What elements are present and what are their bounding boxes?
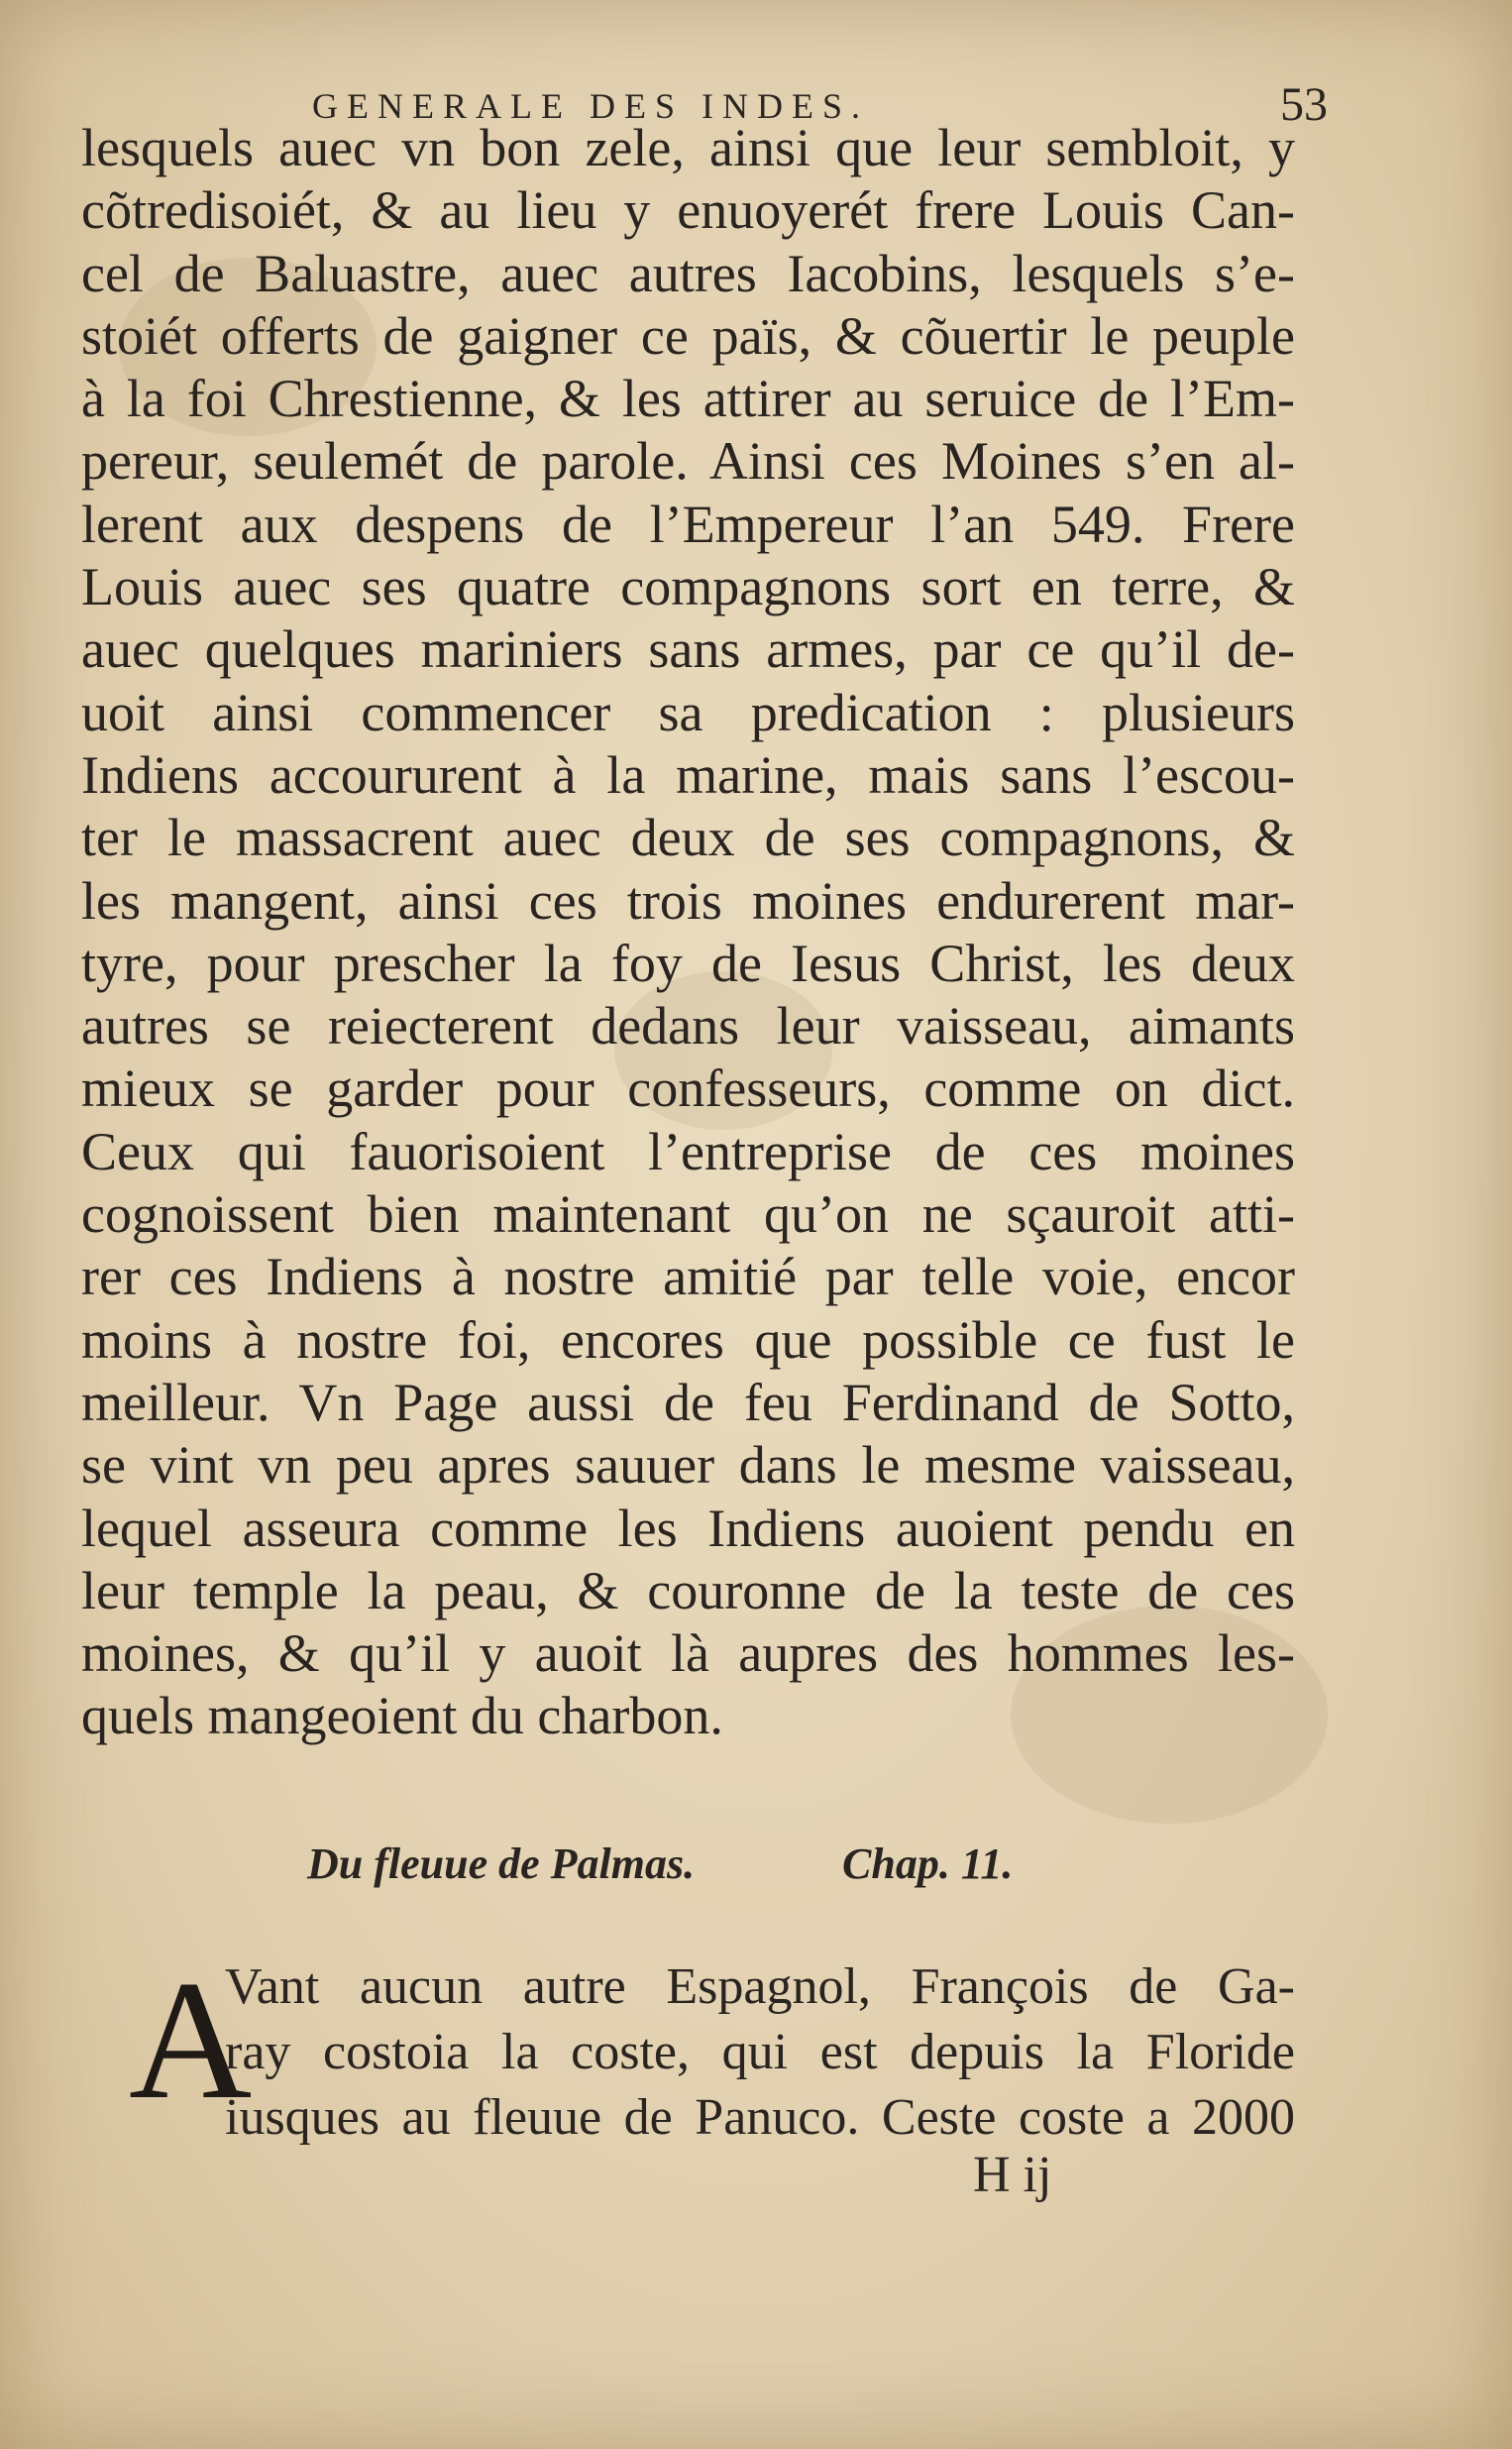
text-line: mieux se garder pour confesseurs, comme on dict. — [81, 1058, 1295, 1119]
text-line: uoit ainsi commencer sa predication : plusieurs — [81, 682, 1295, 742]
text-line: lequel asseura comme les Indiens auoient pendu en — [81, 1498, 1295, 1558]
text-line: Ceux qui fauorisoient l’entreprise de ces moines — [81, 1121, 1295, 1181]
text-line: stoiét offerts de gaigner ce païs, & cõuertir le peuple — [81, 305, 1295, 366]
text-line: cel de Baluastre, auec autres Iacobins, lesquels s’e- — [81, 243, 1295, 303]
text-line: pereur, seulemét de parole. Ainsi ces Moines s’en al- — [81, 431, 1295, 492]
signature-mark: H ij — [973, 2147, 1052, 2203]
text-line: Vant aucun autre Espagnol, François de Ga- — [225, 1958, 1295, 2015]
text-line: à la foi Chrestienne, & les attirer au seruice de l’Em- — [81, 369, 1295, 429]
chapter-number: Chap. 11. — [842, 1839, 1014, 1888]
text-line: lesquels auec vn bon zele, ainsi que leur sembloit, y — [81, 118, 1295, 177]
text-line: quels mangeoient du charbon. — [81, 1686, 723, 1746]
text-line: iusques au fleuue de Panuco. Ceste coste a 2000 — [225, 2089, 1295, 2146]
chapter-lines — [225, 1954, 1295, 2151]
page-number: 53 — [1280, 78, 1328, 131]
text-line: moins à nostre foi, encores que possible ce fust le — [81, 1309, 1295, 1370]
text-line: Louis auec ses quatre compagnons sort en terre, & — [81, 557, 1295, 617]
text-line: se vint vn peu apres sauuer dans le mesme vaisseau, — [81, 1435, 1295, 1496]
chapter-title: Du fleuue de Palmas. — [307, 1839, 696, 1888]
text-line: les mangent, ainsi ces trois moines endurerent mar- — [81, 870, 1295, 931]
chapter-paragraph — [81, 1947, 1295, 2163]
text-line: tyre, pour prescher la foy de Iesus Christ, les deux — [81, 933, 1295, 993]
drop-cap: A — [129, 1947, 253, 2135]
chapter-heading — [307, 1838, 1060, 1898]
running-head: GENERALE DES INDES. — [312, 86, 869, 126]
text-line: meilleur. Vn Page aussi de feu Ferdinand de Sotto, — [81, 1372, 1295, 1432]
text-line: cognoissent bien maintenant qu’on ne sçauroit atti- — [81, 1184, 1295, 1245]
text-line: lerent aux despens de l’Empereur l’an 549. Frere — [81, 494, 1295, 554]
body-paragraph — [81, 117, 1295, 1748]
text-line: autres se reiecterent dedans leur vaisseau, aimants — [81, 996, 1295, 1057]
text-line: rer ces Indiens à nostre amitié par telle voie, encor — [81, 1247, 1295, 1307]
text-line: moines, & qu’il y auoit là aupres des hommes les- — [81, 1623, 1295, 1684]
text-line: leur temple la peau, & couronne de la teste de ces — [81, 1560, 1295, 1620]
text-line: Indiens accoururent à la marine, mais sans l’escou- — [81, 744, 1295, 805]
text-line: ray costoia la coste, qui est depuis la Floride — [225, 2024, 1295, 2080]
text-line: ter le massacrent auec deux de ses compagnons, & — [81, 808, 1295, 868]
text-line: auec quelques mariniers sans armes, par ce qu’il de- — [81, 619, 1295, 680]
text-line: cõtredisoiét, & au lieu y enuoyerét frere Louis Can- — [81, 180, 1295, 241]
